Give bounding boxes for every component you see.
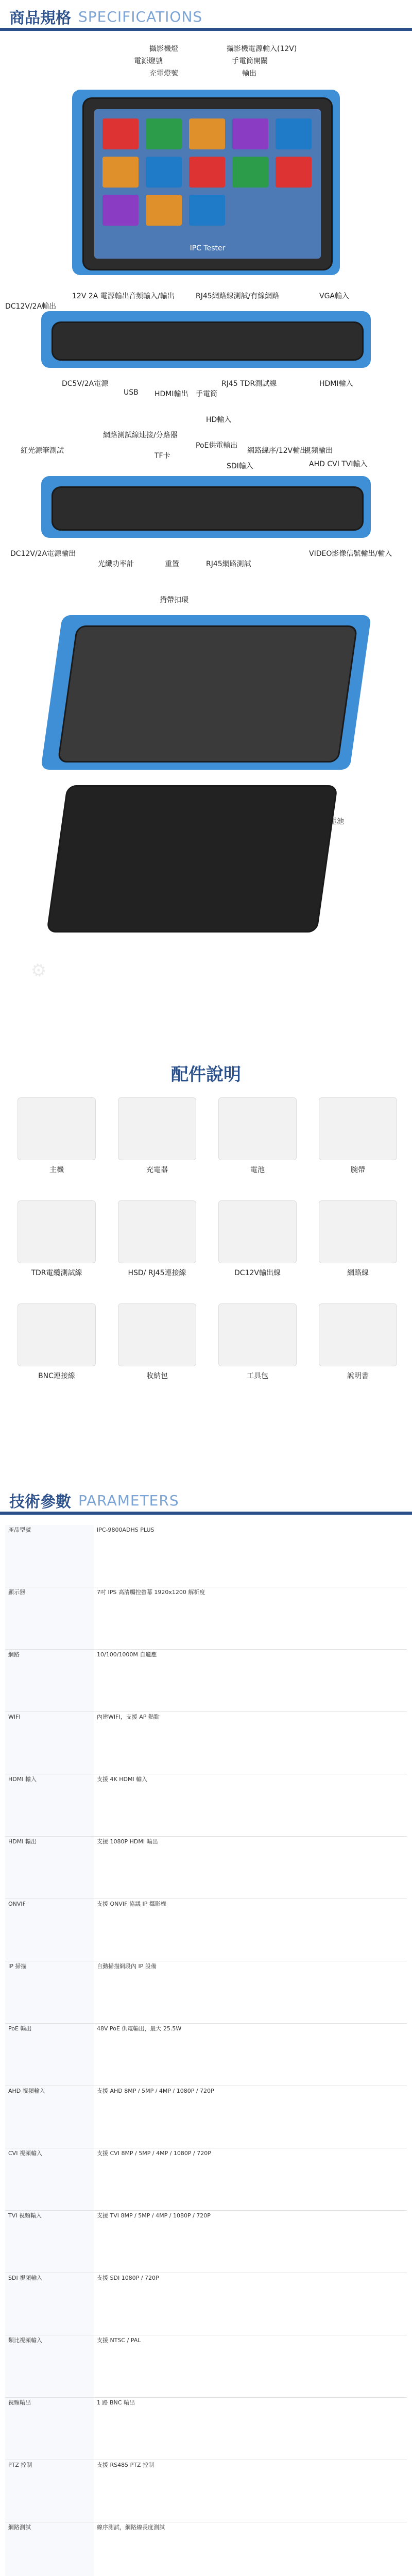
accessory-grid — [0, 1097, 412, 1458]
bottom-device — [52, 486, 364, 531]
accessory-caption: 電池 — [250, 1166, 265, 1174]
accessory-item — [312, 1303, 404, 1391]
screen-label: IPC Tester — [190, 244, 226, 252]
spec-row — [5, 2273, 407, 2335]
app-tile — [102, 157, 139, 188]
accessory-caption: TDR電纜測試線 — [31, 1269, 82, 1277]
callout-label: USB — [124, 388, 139, 397]
callout-label: 充電燈號 — [149, 70, 178, 78]
accessory-caption: 充電器 — [146, 1166, 168, 1174]
app-tile — [189, 118, 225, 149]
accessory-item — [10, 1200, 103, 1288]
callout-label: 揹帶扣環 — [160, 596, 188, 604]
spec-value: 支援 ONVIF 協議 IP 攝影機 — [97, 1901, 166, 1907]
callout-label: 手電筒開關 — [232, 57, 268, 65]
accessory-caption: 收納包 — [146, 1372, 168, 1380]
spec-row — [5, 1961, 407, 2024]
watermark: ⚙ — [29, 959, 48, 982]
spec-value: 10/100/1000M 自適應 — [97, 1651, 157, 1658]
spec-table — [5, 1525, 407, 2576]
app-tile — [189, 195, 225, 226]
app-tile — [232, 157, 268, 188]
callout-label: 網路線序/12V輸出 — [247, 447, 307, 455]
spec-key: SDI 視頻輸入 — [5, 2273, 94, 2335]
callout-label: SDI輸入 — [227, 462, 253, 470]
accessory-item — [211, 1303, 304, 1391]
spec-value: 支援 SDI 1080P / 720P — [97, 2275, 159, 2281]
callout-label: RJ45 TDR測試線 — [221, 380, 277, 388]
spec-key: TVI 視頻輸入 — [5, 2211, 94, 2273]
params-title-zh: 技術參數 — [9, 1493, 71, 1511]
app-tile — [146, 157, 182, 188]
accessory-caption: HSD/ RJ45連接線 — [128, 1269, 186, 1277]
accessory-image — [218, 1097, 297, 1160]
callout-label: RJ45網路線測試/有線網路 — [196, 292, 280, 300]
spec-key: ONVIF — [5, 1899, 94, 1961]
spec-key: 網路 — [5, 1650, 94, 1711]
spec-row — [5, 2335, 407, 2398]
callout-label: 紅光源筆測試 — [21, 447, 64, 455]
callout-label: DC12V/2A輸出 — [5, 302, 57, 311]
callout-label: 攝影機電源輸入(12V) — [227, 45, 297, 53]
spec-value: 支援 AHD 8MP / 5MP / 4MP / 1080P / 720P — [97, 2088, 214, 2094]
callout-label: VIDEO影像信號輸出/輸入 — [309, 550, 392, 558]
spec-value: 支援 NTSC / PAL — [97, 2337, 141, 2344]
accessory-caption: 腕帶 — [351, 1166, 365, 1174]
params-title-en: PARAMETERS — [78, 1492, 179, 1509]
accessory-item — [211, 1200, 304, 1288]
accessory-image — [118, 1200, 196, 1263]
accessory-image — [18, 1200, 96, 1263]
accessory-image — [18, 1303, 96, 1366]
accessory-item — [10, 1097, 103, 1185]
callout-label: DC5V/2A電源 — [62, 380, 109, 388]
spec-key: WIFI — [5, 1712, 94, 1774]
battery — [46, 785, 338, 933]
accessory-caption: 說明書 — [347, 1372, 369, 1380]
spec-key: IP 掃描 — [5, 1961, 94, 2023]
callout-label: 電池 — [330, 818, 344, 826]
spec-row — [5, 1837, 407, 1899]
spec-value: 內建WIFI，支援 AP 熱點 — [97, 1714, 160, 1720]
front-device — [82, 97, 333, 270]
title-bar — [0, 28, 412, 31]
spec-row — [5, 1650, 407, 1712]
spec-title-zh: 商品規格 — [9, 9, 71, 27]
app-tile — [276, 118, 312, 149]
accessory-item — [111, 1200, 203, 1288]
spec-key: 顯示器 — [5, 1587, 94, 1649]
spec-value: 支援 1080P HDMI 輸出 — [97, 1838, 158, 1845]
spec-value: 支援 TVI 8MP / 5MP / 4MP / 1080P / 720P — [97, 2212, 211, 2219]
spec-row — [5, 1774, 407, 1837]
accessory-caption: DC12V輸出線 — [234, 1269, 281, 1277]
spec-row — [5, 2398, 407, 2460]
spec-value: 線序測試，網路線長度測試 — [97, 2524, 165, 2531]
callout-label: AHD CVI TVI輸入 — [309, 460, 368, 468]
spec-row — [5, 1587, 407, 1650]
app-tile — [146, 118, 182, 149]
spec-key: AHD 視頻輸入 — [5, 2086, 94, 2148]
callout-label: 重置 — [165, 560, 179, 568]
spec-value: 支援 RS485 PTZ 控制 — [97, 2462, 154, 2468]
app-tile — [276, 157, 312, 188]
spec-row — [5, 2211, 407, 2273]
spec-value: 支援 4K HDMI 輸入 — [97, 1776, 148, 1783]
spec-title-en: SPECIFICATIONS — [78, 8, 203, 25]
spec-key: HDMI 輸出 — [5, 1837, 94, 1899]
accessory-caption: 網路線 — [347, 1269, 369, 1277]
spec-value: 支援 CVI 8MP / 5MP / 4MP / 1080P / 720P — [97, 2150, 211, 2157]
spec-key: PTZ 控制 — [5, 2460, 94, 2522]
accessory-caption: BNC連接線 — [38, 1372, 75, 1380]
front-screen — [94, 109, 321, 259]
accessory-image — [319, 1200, 397, 1263]
accessory-section-title — [0, 1056, 412, 1089]
accessory-title: 配件說明 — [171, 1064, 241, 1085]
accessory-caption: 主機 — [49, 1166, 64, 1174]
callout-label: 輸出 — [242, 70, 256, 78]
app-tile — [146, 195, 182, 226]
callout-label: 光纖功率計 — [98, 560, 134, 568]
callout-label: TF卡 — [154, 452, 170, 460]
spec-key: HDMI 輸入 — [5, 1774, 94, 1836]
callout-label: 手電筒 — [196, 390, 217, 398]
spec-key: 視頻輸出 — [5, 2398, 94, 2460]
callout-label: HDMI輸入 — [319, 380, 353, 388]
app-tile — [102, 195, 139, 226]
top-device — [52, 321, 364, 361]
accessory-image — [319, 1303, 397, 1366]
accessory-item — [312, 1097, 404, 1185]
callout-label: 12V 2A 電源輸出 — [72, 292, 129, 300]
title-bar — [0, 1512, 412, 1515]
spec-row — [5, 2148, 407, 2211]
accessory-caption: 工具包 — [247, 1372, 268, 1380]
accessory-image — [118, 1303, 196, 1366]
callout-label: HD輸入 — [206, 416, 232, 424]
accessory-image — [218, 1200, 297, 1263]
spec-row — [5, 1899, 407, 1961]
callout-label: 網路測試線連接/分路器 — [103, 431, 178, 439]
accessory-item — [312, 1200, 404, 1288]
callout-label: 電源燈號 — [134, 57, 163, 65]
spec-value: 自動掃描網段內 IP 設備 — [97, 1963, 157, 1970]
callout-label: PoE供電輸出 — [196, 442, 238, 450]
spec-key: PoE 輸出 — [5, 2024, 94, 2086]
accessory-image — [218, 1303, 297, 1366]
spec-row — [5, 1712, 407, 1774]
spec-key: 網路測試 — [5, 2522, 94, 2576]
spec-section-title — [0, 0, 412, 33]
spec-key: 產品型號 — [5, 1525, 94, 1587]
callout-label: RJ45網路測試 — [206, 560, 251, 568]
spec-row — [5, 2522, 407, 2576]
product-hero — [0, 33, 412, 1027]
accessory-image — [18, 1097, 96, 1160]
accessory-item — [211, 1097, 304, 1185]
app-tile — [102, 118, 139, 149]
accessory-image — [118, 1097, 196, 1160]
spec-value: 7吋 IPS 高清觸控螢幕 1920x1200 解析度 — [97, 1589, 205, 1596]
spec-key: 類比視頻輸入 — [5, 2335, 94, 2397]
spec-value: IPC-9800ADHS PLUS — [97, 1527, 154, 1533]
callout-label: 視頻輸出 — [304, 447, 333, 455]
app-tile — [232, 118, 268, 149]
params-section-title — [0, 1484, 412, 1517]
callout-label: 音頻輸入/輸出 — [129, 292, 175, 300]
callout-label: DC12V/2A電源輸出 — [10, 550, 76, 558]
callout-label: VGA輸入 — [319, 292, 350, 300]
spec-row — [5, 2086, 407, 2148]
callout-label: HDMI輸出 — [154, 390, 188, 398]
app-tile — [189, 157, 225, 188]
spec-row — [5, 1525, 407, 1587]
spec-value: 48V PoE 供電輸出，最大 25.5W — [97, 2025, 182, 2032]
accessory-item — [10, 1303, 103, 1391]
accessory-image — [319, 1097, 397, 1160]
accessory-item — [111, 1303, 203, 1391]
spec-row — [5, 2460, 407, 2522]
spec-value: 1 路 BNC 輸出 — [97, 2399, 135, 2406]
spec-key: CVI 視頻輸入 — [5, 2148, 94, 2210]
spec-row — [5, 2024, 407, 2086]
callout-label: 攝影機燈 — [149, 45, 178, 53]
back-device — [57, 625, 357, 762]
accessory-item — [111, 1097, 203, 1185]
